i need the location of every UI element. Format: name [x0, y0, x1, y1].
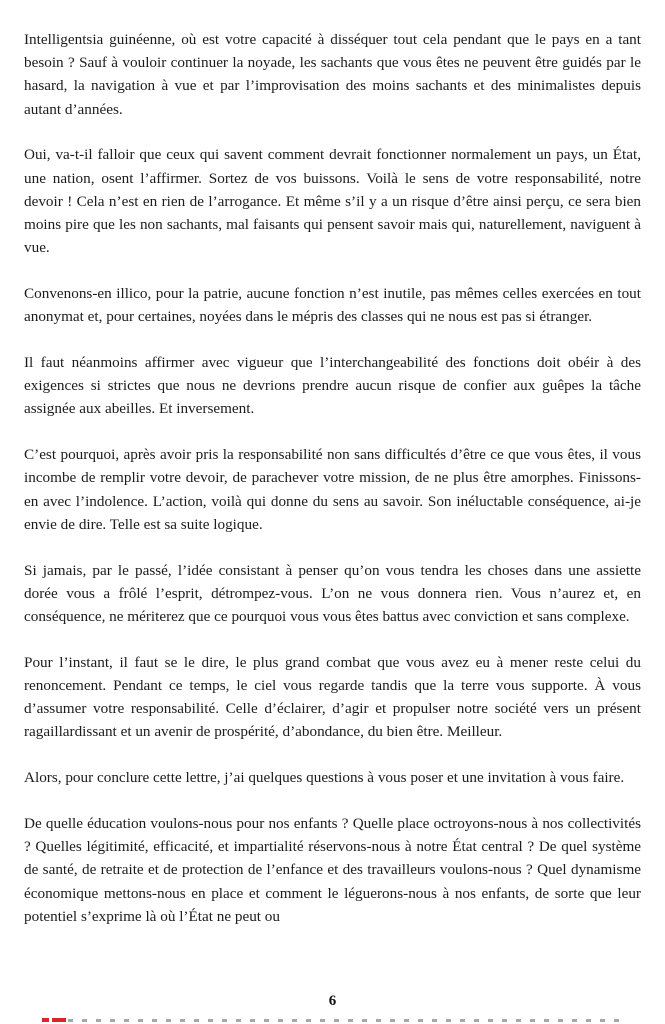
paragraph-7: Pour l’instant, il faut se le dire, le plus grand combat que vous avez eu à mener reste celui du renoncement. Pendant ce temps, le ciel vous regarde tandis que la terre vous supporte. À vous d’assumer votre responsabilité. Celle d’éclairer, d’agir et propulser notre société vers un présent ragaillardissant et un avenir de prospérité, d’abondance, du bien être. Meilleur. [24, 653, 641, 741]
paragraph-9: De quelle éducation voulons-nous pour nos enfants ? Quelle place octroyons-nous à nos collectivités ? Quelles légitimité, efficacité, et impartialité réservons-nous à notre État central ? De quel système de santé, de retraite et de protection de l’enfance et des travailleurs voulons-nous ? Quel dynamisme économique mettons-nous en place et comment le léguerons-nous à nos enfants, de sorte que leur potentiel s’exprime là où l’État ne peut ou [24, 815, 641, 925]
paragraph-6: Si jamais, par le passé, l’idée consistant à penser qu’on vous tendra les choses dans une assiette dorée vous a frôlé l’esprit, détrompez-vous. L’on ne vous donnera rien. Vous n’aurez et, en conséquence, ne mériterez que ce pourquoi vous vous êtes battus avec conviction et sans complexe. [24, 561, 641, 626]
paragraph-4: Il faut néanmoins affirmer avec vigueur que l’interchangeabilité des fonctions doit obéir à des exigences si strictes que nous ne devrions prendre aucun risque de confier aux guêpes la tâche assignée aux abeilles. Et inversement. [24, 354, 641, 418]
paragraph-8: Alors, pour conclure cette lettre, j’ai quelques questions à vous poser et une invitation à vous faire. [24, 769, 625, 787]
page-number: 6 [328, 993, 337, 1009]
paragraph-3: Convenons-en illico, pour la patrie, aucune fonction n’est inutile, pas mêmes celles exercées en tout anonymat et, pour certaines, noyées dans le mépris des classes qui ne nous est pas si étranger. [24, 285, 641, 326]
body-text [24, 28, 641, 951]
paragraph-5: C’est pourquoi, après avoir pris la responsabilité non sans difficultés d’être ce que vous êtes, il vous incombe de remplir votre devoir, de parachever votre mission, de ne plus être amorphes. Finissons-en avec l’indolence. L’action, voilà qui donne du sens au savoir. Son inéluctable conséquence, ai-je envie de dire. Telle est sa suite logique. [24, 446, 641, 533]
paragraph-1: Intelligentsia guinéenne, où est votre capacité à disséquer tout cela pendant que le pays en a tant besoin ? Sauf à vouloir continuer la noyade, les sachants que vous êtes ne peuvent être guidés par le hasard, la navigation à vue et par l’improvisation des moins sachants et des minimalistes depuis autant d’années. [24, 31, 641, 118]
paragraph-2: Oui, va-t-il falloir que ceux qui savent comment devrait fonctionner normalement un pays, un État, une nation, osent l’affirmer. Sortez de vos buissons. Voilà le sens de votre responsabilité, notre devoir ! Cela n’est en rien de l’arrogance. Et même s’il y a un risque d’être ainsi perçu, ce sera bien moins pire que les non sachants, mal faisants qui pensent savoir mais qui, naturellement, naviguent à vue. [24, 146, 641, 257]
red-mark-right [52, 1018, 66, 1022]
red-mark-left [42, 1018, 49, 1022]
next-page-edge [0, 1016, 665, 1024]
cut-off-text-line [68, 1019, 628, 1022]
